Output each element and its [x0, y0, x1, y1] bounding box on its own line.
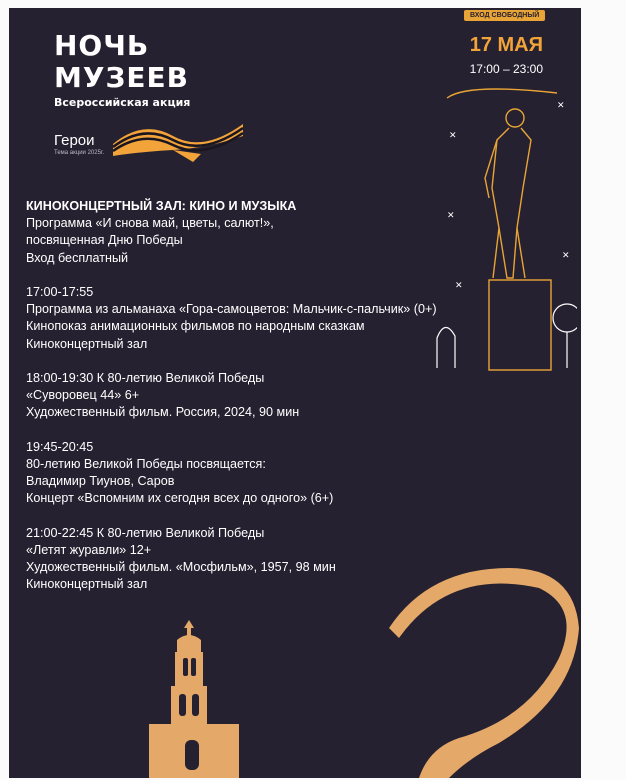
bell-tower-illustration-icon [149, 620, 259, 778]
brand-subtitle: Всероссийская акция [54, 96, 191, 109]
poster [9, 8, 581, 778]
intro-line: посвященная Дню Победы [26, 233, 183, 248]
svg-text:✕: ✕ [449, 131, 457, 141]
film-reel-illustration-icon [389, 568, 581, 778]
free-entry-badge: ВХОД СВОБОДНЫЙ [464, 10, 545, 21]
intro-line: Программа «И снова май, цветы, салют!», [26, 216, 274, 231]
event-line: Художественный фильм. «Мосфильм», 1957, 98 мин [26, 560, 336, 575]
theme-label: Тема акции 2025г. [54, 150, 105, 156]
brand-line-2: МУЗЕЕВ [54, 61, 189, 94]
event-date: 17 МАЯ [469, 34, 543, 56]
program-text [26, 198, 546, 594]
event-line: Программа из альманаха «Гора-самоцветов: Мальчик-с-пальчик» (0+) [26, 302, 437, 317]
svg-text:✕: ✕ [562, 251, 570, 261]
event-time: 17:00 – 23:00 [469, 62, 543, 76]
event-line: «Летят журавли» 12+ [26, 543, 152, 557]
event-line: 17:00-17:55 [26, 285, 94, 299]
event-line: Киноконцертный зал [26, 336, 148, 351]
event-line: 21:00-22:45 К 80-летию Великой Победы [26, 525, 265, 540]
brand-logo [54, 30, 189, 94]
intro-line: Вход бесплатный [26, 250, 129, 265]
event-line: Кинопоказ анимационных фильмов по народным сказкам [26, 319, 365, 334]
svg-text:✕: ✕ [455, 281, 463, 291]
event-line: 18:00-19:30 К 80-летию Великой Победы [26, 371, 265, 385]
st-george-ribbon-icon [113, 114, 243, 164]
event-line: «Суворовец 44» 6+ [26, 388, 140, 403]
event-line: Киноконцертный зал [26, 577, 148, 592]
event-line: 80-летию Великой Победы посвящается: [26, 457, 266, 471]
event-line: Концерт «Вспомним их сегодня всех до одного» (6+) [26, 491, 334, 506]
event-line: Художественный фильм. Россия, 2024, 90 мин [26, 405, 300, 420]
brand-line-1: НОЧЬ [54, 29, 150, 62]
svg-text:✕: ✕ [447, 211, 455, 221]
heroes-label: Герои [54, 132, 95, 149]
event-line: Владимир Тиунов, Саров [26, 474, 175, 489]
event-line: 19:45-20:45 [26, 439, 94, 454]
program-title: КИНОКОНЦЕРТНЫЙ ЗАЛ: КИНО И МУЗЫКА [26, 199, 297, 213]
svg-text:✕: ✕ [557, 101, 565, 111]
